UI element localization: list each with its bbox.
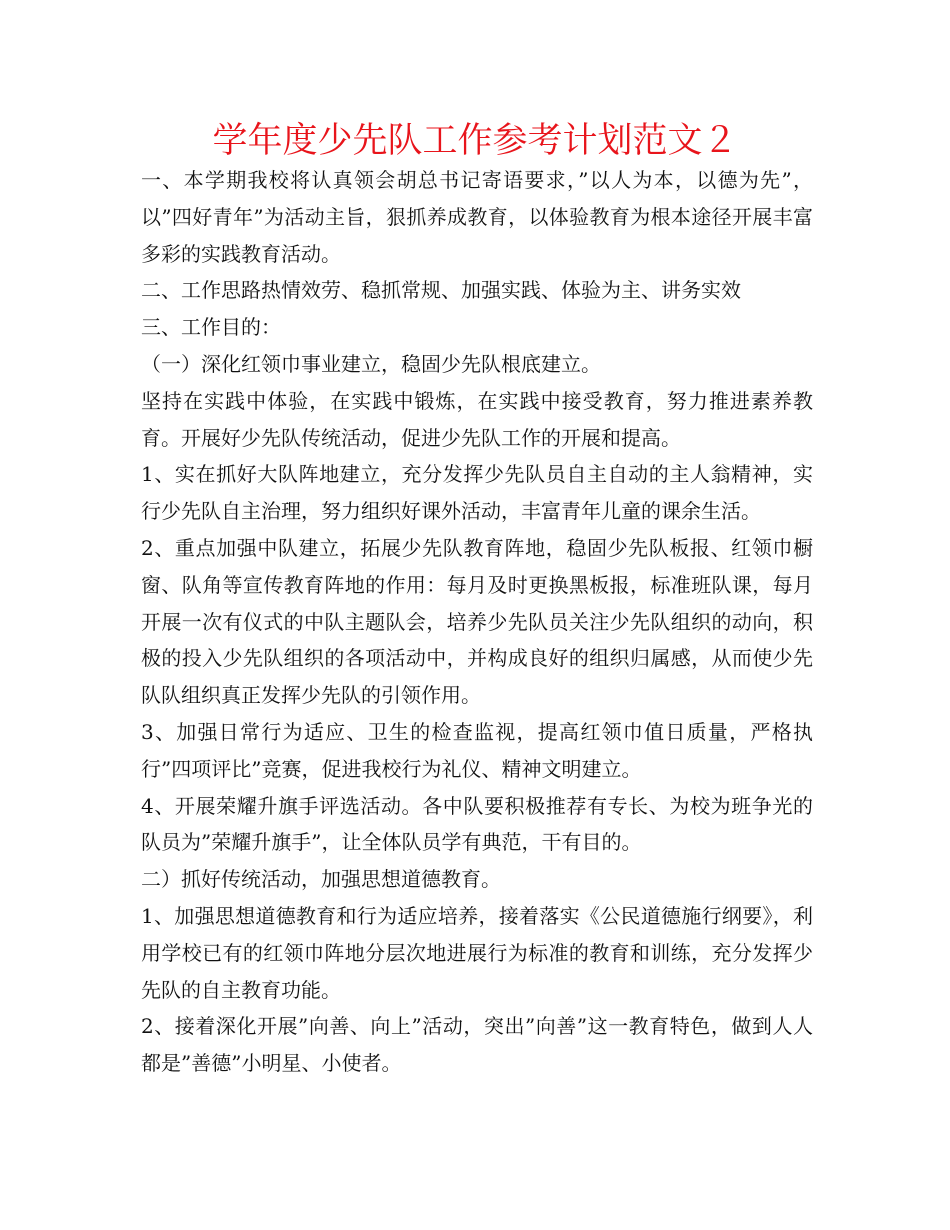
paragraph-10: 二）抓好传统活动，加强思想道德教育。 [141,867,501,892]
paragraph-8: 3、加强日常行为适应、卫生的检查监视，提高红领巾值日质量，严格执行”四项评比”竞赛，促进我校行为礼仪、精神文明建立。 [141,719,813,781]
document-title: 学年度少先队工作参考计划范文２ [212,121,738,161]
paragraph-3: 三、工作目的： [141,315,281,340]
paragraph-2: 二、工作思路热情效劳、稳抓常规、加强实践、体验为主、讲务实效 [141,278,741,303]
paragraph-6: 1、实在抓好大队阵地建立，充分发挥少先队员自主自动的主人翁精神，实行少先队自主治理，努力组织好课外活动，丰富青年儿童的课余生活。 [141,462,813,524]
paragraph-1: 一、本学期我校将认真领会胡总书记寄语要求，”以人为本，以德为先”，以”四好青年”为活动主旨，狠抓养成教育，以体验教育为根本途径开展丰富多彩的实践教育活动。 [141,168,813,266]
paragraph-4: （一）深化红领巾事业建立，稳固少先队根底建立。 [141,351,601,376]
paragraph-9: 4、开展荣耀升旗手评选活动。各中队要积极推荐有专长、为校为班争光的队员为”荣耀升旗手”，让全体队员学有典范，干有目的。 [141,793,813,855]
paragraph-11: 1、加强思想道德教育和行为适应培养，接着落实《公民道德施行纲要》，利用学校已有的红领巾阵地分层次地进展行为标准的教育和训练，充分发挥少先队的自主教育功能。 [141,903,813,1002]
document-body [141,162,813,1082]
paragraph-12: 2、接着深化开展”向善、向上”活动，突出”向善”这一教育特色，做到人人都是”善德”小明星、小使者。 [141,1014,813,1076]
paragraph-7: 2、重点加强中队建立，拓展少先队教育阵地，稳固少先队板报、红领巾橱窗、队角等宣传教育阵地的作用：每月及时更换黑板报，标准班队课，每月开展一次有仪式的中队主题队会，培养少先队员关注少先队组织的动向，积极的投入少先队组织的各项活动中，并构成良好的组织归属感，从而使少先队队组织真正发挥少先队的引领作用。 [141,535,813,708]
paragraph-5: 坚持在实践中体验，在实践中锻炼，在实践中接受教育，努力推进素养教育。开展好少先队传统活动，促进少先队工作的开展和提高。 [141,388,813,450]
